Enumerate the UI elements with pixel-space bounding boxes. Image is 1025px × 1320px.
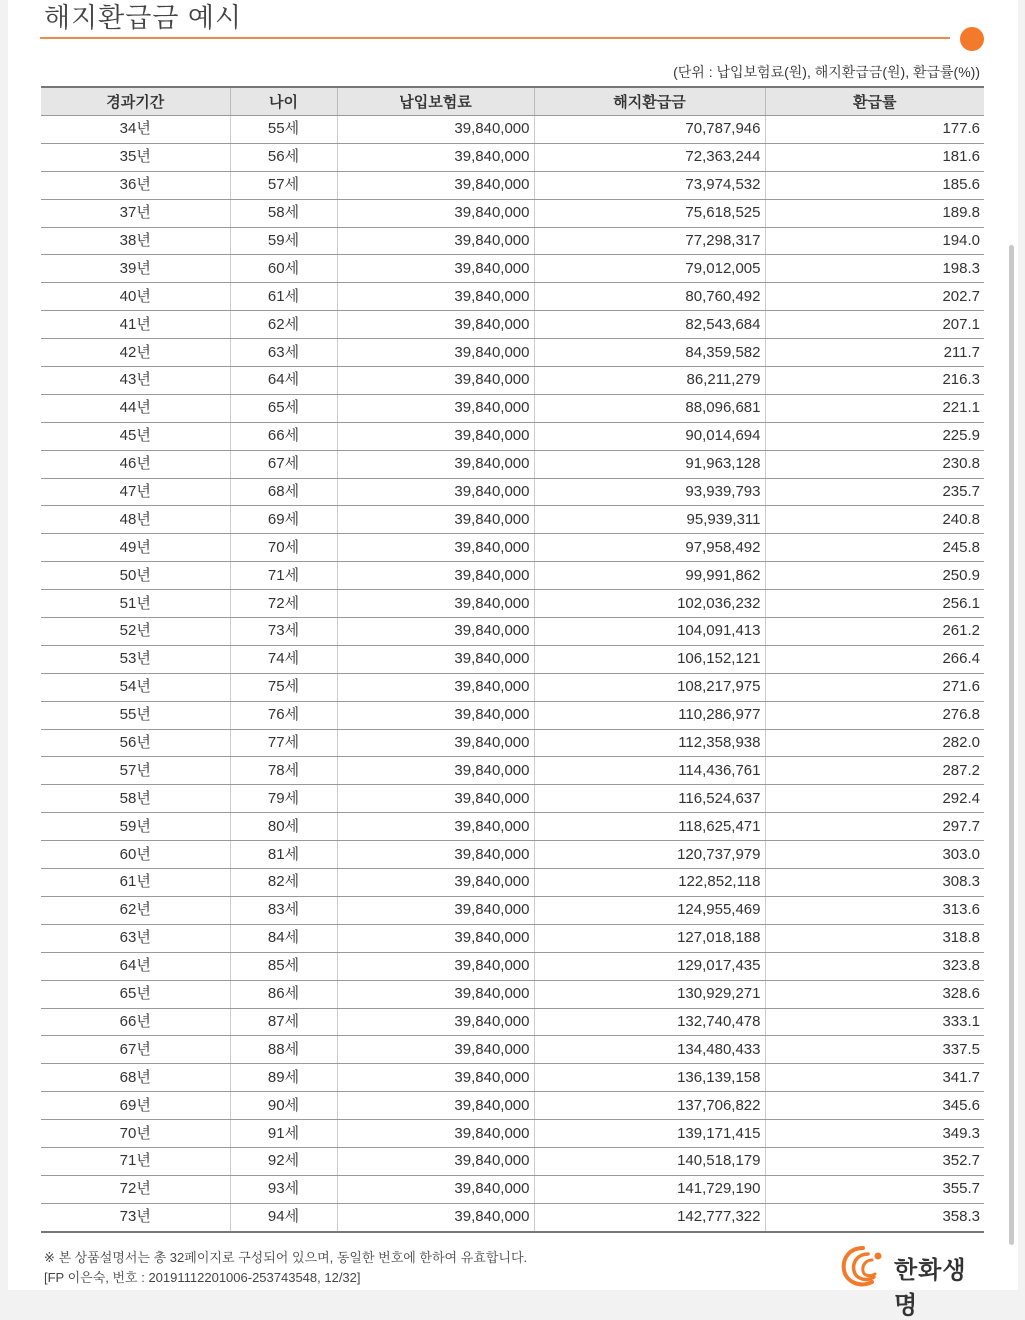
table-row bbox=[41, 1008, 984, 1036]
unit-note: (단위 : 납입보험료(원), 해지환급금(원), 환급률(%)) bbox=[673, 64, 980, 80]
cell-refund: 110,286,977 bbox=[534, 701, 765, 729]
cell-refund: 95,939,311 bbox=[534, 506, 765, 534]
table-row bbox=[41, 1120, 984, 1148]
cell-refund: 72,363,244 bbox=[534, 143, 765, 171]
cell-age: 58세 bbox=[230, 199, 337, 227]
cell-age: 81세 bbox=[230, 841, 337, 869]
cell-period: 71년 bbox=[41, 1147, 230, 1175]
cell-period: 36년 bbox=[41, 171, 230, 199]
cell-refund: 139,171,415 bbox=[534, 1120, 765, 1148]
cell-period: 59년 bbox=[41, 813, 230, 841]
table-row bbox=[41, 116, 984, 144]
cell-rate: 308.3 bbox=[765, 869, 984, 897]
cell-premium: 39,840,000 bbox=[337, 673, 534, 701]
cell-premium: 39,840,000 bbox=[337, 478, 534, 506]
cell-period: 37년 bbox=[41, 199, 230, 227]
cell-age: 80세 bbox=[230, 813, 337, 841]
cell-age: 90세 bbox=[230, 1092, 337, 1120]
cell-period: 48년 bbox=[41, 506, 230, 534]
cell-age: 93세 bbox=[230, 1175, 337, 1203]
cell-refund: 102,036,232 bbox=[534, 590, 765, 618]
header-refund: 해지환급금 bbox=[534, 87, 765, 116]
cell-age: 60세 bbox=[230, 255, 337, 283]
cell-period: 64년 bbox=[41, 952, 230, 980]
cell-rate: 297.7 bbox=[765, 813, 984, 841]
cell-period: 39년 bbox=[41, 255, 230, 283]
cell-refund: 120,737,979 bbox=[534, 841, 765, 869]
cell-premium: 39,840,000 bbox=[337, 339, 534, 367]
cell-age: 78세 bbox=[230, 757, 337, 785]
cell-period: 49년 bbox=[41, 534, 230, 562]
cell-rate: 221.1 bbox=[765, 394, 984, 422]
cell-premium: 39,840,000 bbox=[337, 869, 534, 897]
cell-refund: 130,929,271 bbox=[534, 980, 765, 1008]
cell-rate: 318.8 bbox=[765, 924, 984, 952]
cell-refund: 116,524,637 bbox=[534, 785, 765, 813]
cell-premium: 39,840,000 bbox=[337, 1147, 534, 1175]
header-period: 경과기간 bbox=[41, 87, 230, 116]
cell-refund: 141,729,190 bbox=[534, 1175, 765, 1203]
cell-period: 57년 bbox=[41, 757, 230, 785]
cell-rate: 250.9 bbox=[765, 562, 984, 590]
footnote bbox=[44, 1248, 527, 1288]
cell-rate: 333.1 bbox=[765, 1008, 984, 1036]
cell-age: 85세 bbox=[230, 952, 337, 980]
cell-age: 63세 bbox=[230, 339, 337, 367]
table-row bbox=[41, 673, 984, 701]
header-age: 나이 bbox=[230, 87, 337, 116]
cell-rate: 341.7 bbox=[765, 1064, 984, 1092]
footnote-line-1: ※ 본 상품설명서는 총 32페이지로 구성되어 있으며, 동일한 번호에 한하여 유효합니다. bbox=[44, 1250, 528, 1265]
title-divider bbox=[40, 37, 950, 39]
cell-premium: 39,840,000 bbox=[337, 757, 534, 785]
cell-premium: 39,840,000 bbox=[337, 562, 534, 590]
cell-refund: 127,018,188 bbox=[534, 924, 765, 952]
cell-age: 91세 bbox=[230, 1120, 337, 1148]
table-row bbox=[41, 952, 984, 980]
cell-refund: 82,543,684 bbox=[534, 311, 765, 339]
cell-refund: 124,955,469 bbox=[534, 896, 765, 924]
cell-age: 61세 bbox=[230, 283, 337, 311]
cell-rate: 207.1 bbox=[765, 311, 984, 339]
cell-age: 76세 bbox=[230, 701, 337, 729]
table-row bbox=[41, 590, 984, 618]
cell-premium: 39,840,000 bbox=[337, 924, 534, 952]
cell-refund: 93,939,793 bbox=[534, 478, 765, 506]
cell-refund: 77,298,317 bbox=[534, 227, 765, 255]
cell-age: 64세 bbox=[230, 367, 337, 395]
cell-age: 57세 bbox=[230, 171, 337, 199]
table-row bbox=[41, 757, 984, 785]
table-row bbox=[41, 701, 984, 729]
table-row bbox=[41, 534, 984, 562]
cell-rate: 211.7 bbox=[765, 339, 984, 367]
table-row bbox=[41, 1175, 984, 1203]
document-page bbox=[8, 0, 1018, 1319]
cell-rate: 355.7 bbox=[765, 1175, 984, 1203]
table-row bbox=[41, 199, 984, 227]
cell-rate: 287.2 bbox=[765, 757, 984, 785]
cell-age: 66세 bbox=[230, 422, 337, 450]
cell-rate: 189.8 bbox=[765, 199, 984, 227]
table-row bbox=[41, 785, 984, 813]
cell-age: 87세 bbox=[230, 1008, 337, 1036]
cell-rate: 240.8 bbox=[765, 506, 984, 534]
cell-period: 66년 bbox=[41, 1008, 230, 1036]
logo-text: 한화생명 bbox=[894, 1257, 967, 1319]
cell-age: 77세 bbox=[230, 729, 337, 757]
cell-premium: 39,840,000 bbox=[337, 534, 534, 562]
cell-premium: 39,840,000 bbox=[337, 311, 534, 339]
cell-rate: 328.6 bbox=[765, 980, 984, 1008]
cell-age: 82세 bbox=[230, 869, 337, 897]
cell-refund: 84,359,582 bbox=[534, 339, 765, 367]
cell-period: 41년 bbox=[41, 311, 230, 339]
cell-premium: 39,840,000 bbox=[337, 422, 534, 450]
cell-premium: 39,840,000 bbox=[337, 1064, 534, 1092]
cell-refund: 137,706,822 bbox=[534, 1092, 765, 1120]
cell-refund: 97,958,492 bbox=[534, 534, 765, 562]
cell-rate: 271.6 bbox=[765, 673, 984, 701]
table-row bbox=[41, 367, 984, 395]
cell-age: 84세 bbox=[230, 924, 337, 952]
cell-premium: 39,840,000 bbox=[337, 1092, 534, 1120]
cell-refund: 90,014,694 bbox=[534, 422, 765, 450]
cell-premium: 39,840,000 bbox=[337, 896, 534, 924]
cell-premium: 39,840,000 bbox=[337, 116, 534, 144]
table-row bbox=[41, 311, 984, 339]
cell-refund: 73,974,532 bbox=[534, 171, 765, 199]
cell-age: 88세 bbox=[230, 1036, 337, 1064]
cell-refund: 80,760,492 bbox=[534, 283, 765, 311]
table-body bbox=[41, 116, 984, 1232]
table-row bbox=[41, 255, 984, 283]
table-row bbox=[41, 171, 984, 199]
cell-age: 74세 bbox=[230, 645, 337, 673]
table-row bbox=[41, 1147, 984, 1175]
cell-period: 42년 bbox=[41, 339, 230, 367]
cell-refund: 88,096,681 bbox=[534, 394, 765, 422]
page-title: 해지환급금 예시 bbox=[44, 3, 243, 33]
cell-premium: 39,840,000 bbox=[337, 367, 534, 395]
cell-period: 45년 bbox=[41, 422, 230, 450]
cell-premium: 39,840,000 bbox=[337, 1175, 534, 1203]
cell-refund: 70,787,946 bbox=[534, 116, 765, 144]
table-row bbox=[41, 896, 984, 924]
table-header-row bbox=[41, 87, 984, 116]
hanwha-logo-icon bbox=[838, 1244, 888, 1288]
cell-premium: 39,840,000 bbox=[337, 952, 534, 980]
cell-refund: 134,480,433 bbox=[534, 1036, 765, 1064]
table-row bbox=[41, 478, 984, 506]
table-row bbox=[41, 1036, 984, 1064]
cell-premium: 39,840,000 bbox=[337, 701, 534, 729]
cell-rate: 216.3 bbox=[765, 367, 984, 395]
table-row bbox=[41, 422, 984, 450]
table-row bbox=[41, 506, 984, 534]
cell-rate: 337.5 bbox=[765, 1036, 984, 1064]
cell-age: 75세 bbox=[230, 673, 337, 701]
cell-age: 70세 bbox=[230, 534, 337, 562]
cell-refund: 108,217,975 bbox=[534, 673, 765, 701]
cell-rate: 313.6 bbox=[765, 896, 984, 924]
table-row bbox=[41, 813, 984, 841]
cell-period: 58년 bbox=[41, 785, 230, 813]
table-row bbox=[41, 339, 984, 367]
cell-premium: 39,840,000 bbox=[337, 199, 534, 227]
cell-refund: 86,211,279 bbox=[534, 367, 765, 395]
cell-rate: 235.7 bbox=[765, 478, 984, 506]
cell-refund: 106,152,121 bbox=[534, 645, 765, 673]
cell-period: 60년 bbox=[41, 841, 230, 869]
cell-refund: 129,017,435 bbox=[534, 952, 765, 980]
cell-age: 79세 bbox=[230, 785, 337, 813]
cell-period: 38년 bbox=[41, 227, 230, 255]
table-row bbox=[41, 227, 984, 255]
cell-age: 92세 bbox=[230, 1147, 337, 1175]
cell-rate: 256.1 bbox=[765, 590, 984, 618]
cell-refund: 132,740,478 bbox=[534, 1008, 765, 1036]
cell-age: 83세 bbox=[230, 896, 337, 924]
cell-period: 69년 bbox=[41, 1092, 230, 1120]
cell-premium: 39,840,000 bbox=[337, 1008, 534, 1036]
cell-rate: 202.7 bbox=[765, 283, 984, 311]
cell-age: 72세 bbox=[230, 590, 337, 618]
cell-period: 52년 bbox=[41, 618, 230, 646]
cell-premium: 39,840,000 bbox=[337, 171, 534, 199]
cell-premium: 39,840,000 bbox=[337, 980, 534, 1008]
cell-period: 55년 bbox=[41, 701, 230, 729]
cell-rate: 345.6 bbox=[765, 1092, 984, 1120]
cell-period: 61년 bbox=[41, 869, 230, 897]
cell-period: 47년 bbox=[41, 478, 230, 506]
cell-rate: 225.9 bbox=[765, 422, 984, 450]
cell-premium: 39,840,000 bbox=[337, 618, 534, 646]
cell-period: 43년 bbox=[41, 367, 230, 395]
cell-refund: 142,777,322 bbox=[534, 1203, 765, 1231]
refund-table bbox=[41, 86, 984, 1233]
cell-rate: 230.8 bbox=[765, 450, 984, 478]
cell-age: 68세 bbox=[230, 478, 337, 506]
cell-premium: 39,840,000 bbox=[337, 729, 534, 757]
cell-rate: 349.3 bbox=[765, 1120, 984, 1148]
cell-premium: 39,840,000 bbox=[337, 143, 534, 171]
scrollbar[interactable] bbox=[1009, 245, 1014, 1245]
table-row bbox=[41, 450, 984, 478]
table-row bbox=[41, 980, 984, 1008]
table-row bbox=[41, 869, 984, 897]
cell-refund: 99,991,862 bbox=[534, 562, 765, 590]
company-logo bbox=[838, 1242, 988, 1319]
cell-age: 94세 bbox=[230, 1203, 337, 1231]
cell-rate: 323.8 bbox=[765, 952, 984, 980]
cell-period: 40년 bbox=[41, 283, 230, 311]
cell-period: 50년 bbox=[41, 562, 230, 590]
cell-rate: 266.4 bbox=[765, 645, 984, 673]
cell-premium: 39,840,000 bbox=[337, 255, 534, 283]
cell-period: 51년 bbox=[41, 590, 230, 618]
cell-rate: 185.6 bbox=[765, 171, 984, 199]
cell-age: 56세 bbox=[230, 143, 337, 171]
cell-refund: 91,963,128 bbox=[534, 450, 765, 478]
cell-age: 59세 bbox=[230, 227, 337, 255]
cell-rate: 276.8 bbox=[765, 701, 984, 729]
cell-rate: 198.3 bbox=[765, 255, 984, 283]
cell-age: 89세 bbox=[230, 1064, 337, 1092]
table-row bbox=[41, 729, 984, 757]
cell-refund: 140,518,179 bbox=[534, 1147, 765, 1175]
cell-premium: 39,840,000 bbox=[337, 1203, 534, 1231]
cell-period: 46년 bbox=[41, 450, 230, 478]
cell-refund: 136,139,158 bbox=[534, 1064, 765, 1092]
table-row bbox=[41, 618, 984, 646]
cell-premium: 39,840,000 bbox=[337, 283, 534, 311]
cell-age: 86세 bbox=[230, 980, 337, 1008]
cell-period: 72년 bbox=[41, 1175, 230, 1203]
cell-premium: 39,840,000 bbox=[337, 813, 534, 841]
cell-refund: 75,618,525 bbox=[534, 199, 765, 227]
cell-rate: 181.6 bbox=[765, 143, 984, 171]
cell-age: 69세 bbox=[230, 506, 337, 534]
cell-refund: 122,852,118 bbox=[534, 869, 765, 897]
cell-age: 62세 bbox=[230, 311, 337, 339]
cell-premium: 39,840,000 bbox=[337, 1120, 534, 1148]
table-row bbox=[41, 924, 984, 952]
cell-refund: 114,436,761 bbox=[534, 757, 765, 785]
cell-period: 67년 bbox=[41, 1036, 230, 1064]
table-row bbox=[41, 1092, 984, 1120]
cell-rate: 282.0 bbox=[765, 729, 984, 757]
cell-premium: 39,840,000 bbox=[337, 227, 534, 255]
cell-period: 34년 bbox=[41, 116, 230, 144]
cell-age: 65세 bbox=[230, 394, 337, 422]
cell-refund: 118,625,471 bbox=[534, 813, 765, 841]
table-row bbox=[41, 1064, 984, 1092]
cell-premium: 39,840,000 bbox=[337, 1036, 534, 1064]
table-row bbox=[41, 143, 984, 171]
cell-rate: 261.2 bbox=[765, 618, 984, 646]
cell-period: 35년 bbox=[41, 143, 230, 171]
accent-dot-icon bbox=[960, 27, 984, 51]
cell-rate: 194.0 bbox=[765, 227, 984, 255]
header-rate: 환급률 bbox=[765, 87, 984, 116]
header-premium: 납입보험료 bbox=[337, 87, 534, 116]
cell-premium: 39,840,000 bbox=[337, 450, 534, 478]
cell-rate: 358.3 bbox=[765, 1203, 984, 1231]
cell-period: 70년 bbox=[41, 1120, 230, 1148]
table-row bbox=[41, 1203, 984, 1231]
cell-premium: 39,840,000 bbox=[337, 841, 534, 869]
table-row bbox=[41, 562, 984, 590]
cell-rate: 177.6 bbox=[765, 116, 984, 144]
cell-period: 73년 bbox=[41, 1203, 230, 1231]
table-row bbox=[41, 283, 984, 311]
cell-period: 54년 bbox=[41, 673, 230, 701]
cell-rate: 303.0 bbox=[765, 841, 984, 869]
table-row bbox=[41, 841, 984, 869]
cell-refund: 104,091,413 bbox=[534, 618, 765, 646]
cell-period: 56년 bbox=[41, 729, 230, 757]
cell-age: 67세 bbox=[230, 450, 337, 478]
cell-premium: 39,840,000 bbox=[337, 645, 534, 673]
cell-period: 53년 bbox=[41, 645, 230, 673]
table-row bbox=[41, 394, 984, 422]
cell-premium: 39,840,000 bbox=[337, 785, 534, 813]
cell-premium: 39,840,000 bbox=[337, 590, 534, 618]
cell-rate: 352.7 bbox=[765, 1147, 984, 1175]
cell-refund: 112,358,938 bbox=[534, 729, 765, 757]
cell-period: 65년 bbox=[41, 980, 230, 1008]
cell-premium: 39,840,000 bbox=[337, 506, 534, 534]
cell-period: 44년 bbox=[41, 394, 230, 422]
footnote-line-2: [FP 이은숙, 번호 : 20191112201006-253743548, 12/32] bbox=[44, 1270, 361, 1285]
cell-period: 68년 bbox=[41, 1064, 230, 1092]
cell-refund: 79,012,005 bbox=[534, 255, 765, 283]
cell-age: 73세 bbox=[230, 618, 337, 646]
cell-premium: 39,840,000 bbox=[337, 394, 534, 422]
cell-rate: 292.4 bbox=[765, 785, 984, 813]
cell-period: 62년 bbox=[41, 896, 230, 924]
cell-age: 55세 bbox=[230, 116, 337, 144]
cell-rate: 245.8 bbox=[765, 534, 984, 562]
cell-period: 63년 bbox=[41, 924, 230, 952]
cell-age: 71세 bbox=[230, 562, 337, 590]
table-row bbox=[41, 645, 984, 673]
